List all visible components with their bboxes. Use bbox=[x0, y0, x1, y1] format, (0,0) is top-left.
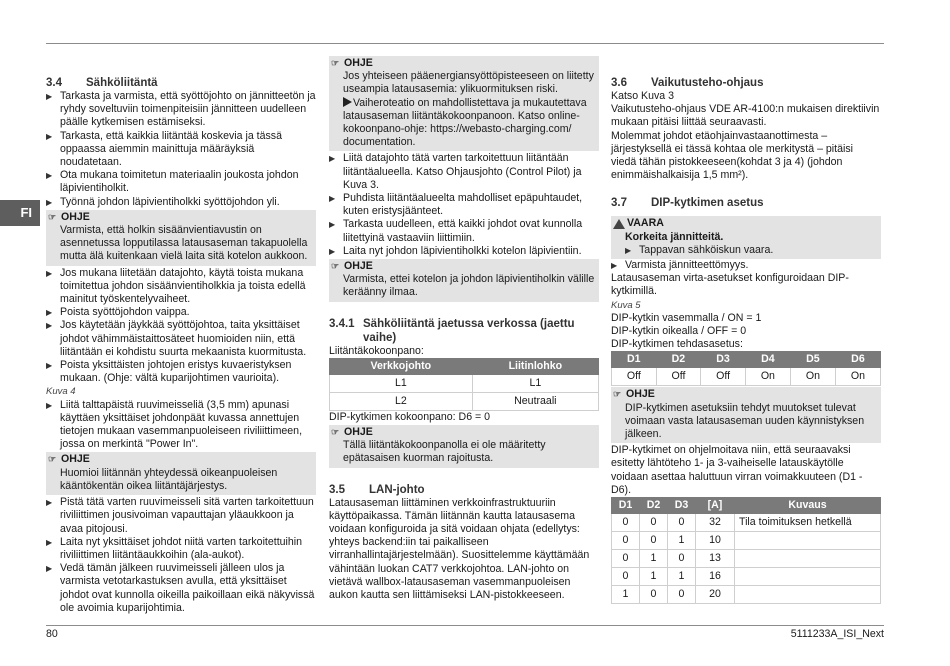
table-cell: 1 bbox=[639, 550, 667, 568]
table-row: L1 L1 bbox=[330, 374, 599, 392]
list-item: ▶ Puhdista liitäntäalueelta mahdolliset epäpuhtaudet, kuten eristysjäänteet. bbox=[329, 192, 599, 218]
bullet-list bbox=[625, 244, 877, 257]
section-heading-3-7: 3.7 DIP-kytkimen asetus bbox=[611, 197, 764, 210]
table-header: D6 bbox=[835, 352, 880, 368]
table-cell: 0 bbox=[612, 550, 640, 568]
table-cell: 0 bbox=[667, 586, 695, 604]
hand-pointer-icon: ☞ bbox=[331, 427, 340, 438]
table-cell: 0 bbox=[667, 550, 695, 568]
table-row bbox=[612, 550, 881, 568]
table-row bbox=[612, 586, 881, 604]
paragraph: Latausaseman virta-asetukset konfiguroidaan DIP-kytkimillä. bbox=[611, 272, 849, 298]
list-item: ▶ Varmista jännitteettömyys. bbox=[611, 259, 881, 272]
paragraph: Katso Kuva 3 bbox=[611, 90, 675, 102]
table-header: Verkkojohto bbox=[330, 358, 473, 374]
table-cell: 1 bbox=[639, 568, 667, 586]
hand-pointer-icon: ☞ bbox=[613, 389, 622, 400]
hand-pointer-icon: ☞ bbox=[48, 454, 57, 465]
list-item: ▶ Laita nyt johdon läpivientiholkki kotelon läpivientiin. bbox=[329, 245, 599, 258]
table-cell: On bbox=[745, 368, 790, 386]
table-cell bbox=[735, 586, 881, 604]
table-header: D1 bbox=[612, 498, 640, 514]
note-box: ☞ OHJE DIP-kytkimen asetuksiin tehdyt muutokset tulevat voimaan vasta latausaseman uuden käynnistyksen jälkeen. bbox=[611, 387, 881, 443]
paragraph: DIP-kytkin oikealla / OFF = 0 bbox=[611, 325, 747, 338]
hand-pointer-icon: ☞ bbox=[331, 261, 340, 272]
arrow-right-icon bbox=[343, 97, 352, 107]
list-item: ▶ Jos käytetään jäykkää syöttöjohtoa, taita yksittäiset johdot vähimmäistaittosäteet huomioiden niin, että liitäntään ei kohdistu suurta mekaanista kuormitusta. bbox=[46, 319, 316, 359]
list-item: ▶ Ota mukana toimitetun materiaalin joukosta johdon läpivientiholkit. bbox=[46, 169, 316, 195]
table-cell: 0 bbox=[639, 586, 667, 604]
section-heading-3-4-1: 3.4.1 Sähköliitäntä jaetussa verkossa (jaettu vaihe) bbox=[329, 317, 575, 344]
list-item: ▶ Pistä tätä varten ruuvimeisseli sitä varten tarkoitettuun riviliittimen jousivoiman vapauttajan yläaukkoon ja avaa pitojousi. bbox=[46, 496, 316, 536]
page-number: 80 bbox=[46, 628, 58, 640]
list-item: ▶ Poista syöttöjohdon vaippa. bbox=[46, 306, 316, 319]
list-item: ▶ Vedä tämän jälkeen ruuvimeisseli jälleen ulos ja varmista vetotarkastuksen avulla, että yksittäiset johdot ovat kunnolla oikeilla paikoillaan eikä näkyvissä ole avoimia kuparijohtimia. bbox=[46, 562, 316, 615]
connection-table bbox=[329, 358, 599, 411]
table-cell: 32 bbox=[695, 514, 734, 532]
table-cell bbox=[735, 568, 881, 586]
section-heading-3-6: 3.6 Vaikutusteho-ohjaus bbox=[611, 77, 764, 89]
table-cell: 10 bbox=[695, 532, 734, 550]
paragraph: DIP-kytkimen tehdasasetus: bbox=[611, 338, 743, 351]
table-cell: On bbox=[835, 368, 880, 386]
list-item: ▶ Työnnä johdon läpivientiholkki syöttöjohdon yli. bbox=[46, 196, 316, 209]
table-header: D3 bbox=[667, 498, 695, 514]
table-header: D5 bbox=[790, 352, 835, 368]
table-header: D3 bbox=[701, 352, 746, 368]
column-middle bbox=[329, 56, 599, 602]
note-box: ☞ OHJE Huomioi liitännän yhteydessä oikeanpuoleisen kääntökentän oikea liitäntäjärjestys. bbox=[46, 452, 316, 495]
table-cell: 1 bbox=[612, 586, 640, 604]
figure-caption: Kuva 5 bbox=[611, 299, 641, 311]
table-cell: Off bbox=[701, 368, 746, 386]
paragraph: DIP-kytkin vasemmalla / ON = 1 bbox=[611, 311, 762, 324]
list-item: ▶ Liitä datajohto tätä varten tarkoitettuun liitäntään liitäntäalueella. Katso Ohjausjohto (Control Pilot) ja Kuva 3. bbox=[329, 152, 599, 192]
list-item: ▶ Poista yksittäisten johtojen eristys kuvaeristyksen mukaan. (Ohje: vältä kuparijohtimen vaurioita). bbox=[46, 359, 316, 385]
bottom-rule bbox=[46, 625, 884, 626]
table-cell: 0 bbox=[612, 568, 640, 586]
list-item: ▶ Liitä talttapäistä ruuvimeisseliä (3,5 mm) apunasi käyttäen yksittäiset johdonpäät kuvassa annettujen tietojen mukaan vasemmanpuoleiseen riviliittimeen, jossa on merkintä "Power In". bbox=[46, 399, 316, 452]
table-cell bbox=[735, 532, 881, 550]
table-cell: 0 bbox=[612, 514, 640, 532]
lan-text: Latausaseman liittäminen verkkoinfrastruktuuriin käyttöpaikassa. Tämän liitännän kautta latausasema voidaan konfiguroida ja sitä voidaan ohjata (edellytys: yhteys backend:iin tai paikalliseen virranhallintajärjestelmään). Suosittelemme käyttämään vähintään luokan CAT7 verkkojohtoa. LAN-johto on vietävä wallbox-latausaseman vasemmanpuoleisen aukon kautta sen liittämiseksi LAN-pistokkeeseen. bbox=[329, 496, 590, 602]
paragraph: Molemmat johdot etäohjainvastaanottimesta – järjestyksellä ei tässä kohtaa ole merkitystä – pitäisi viedä tähän pistokkeeseen(kohdat 3 ja 4) (johdon enimmäishalkaisija 1,5 mm²). bbox=[611, 129, 853, 182]
hand-pointer-icon: ☞ bbox=[331, 58, 340, 68]
table-cell: 20 bbox=[695, 586, 734, 604]
list-item: ▶ Tarkasta ja varmista, että syöttöjohto on jännitteetön ja ryhdy soveltuviin toimenpiteisiin jännitteen uudelleen päälle kytkemisen estämiseksi. bbox=[46, 90, 316, 130]
table-cell: Off bbox=[656, 368, 701, 386]
table-header: Kuvaus bbox=[735, 498, 881, 514]
list-item: ▶ Tarkasta, että kaikkia liitäntää koskevia ja tässä oppaassa aiemmin mainittuja määräyksiä noudatetaan. bbox=[46, 130, 316, 170]
table-row bbox=[612, 532, 881, 550]
table-cell: Tila toimituksen hetkellä bbox=[735, 514, 881, 532]
list-item: ▶ Tarkasta uudelleen, että kaikki johdot ovat kunnolla liitettyinä vastaaviin liittimiin. bbox=[329, 218, 599, 244]
intro-text: Liitäntäkokoonpano: bbox=[329, 344, 424, 357]
note-box: ☞ OHJE Jos yhteiseen pääenergiansyöttöpisteeseen on liitetty useampia latausasemia: ylikuormituksen riski. Vaiheroteatio on mahdollistettava ja mukautettava latausaseman liitäntäkokoonpanoon. Katso online-kokoonpano-ohje: https://webasto-charging.com/ documentation. bbox=[329, 56, 599, 151]
section-heading-3-4: 3.4 Sähköliitäntä bbox=[46, 77, 158, 89]
section-heading-3-5: 3.5 LAN-johto bbox=[329, 483, 425, 496]
figure-caption: Kuva 4 bbox=[46, 386, 76, 398]
table-cell: 0 bbox=[612, 532, 640, 550]
table-row: L2 Neutraali bbox=[330, 392, 599, 410]
note-box: ☞ OHJE Varmista, että holkin sisäänvientiavustin on asennetussa lopputilassa latausaseman takapuolella mutta älä kuitenkaan vielä laita sitä kotelon aukkoon. bbox=[46, 210, 316, 266]
table-cell: 0 bbox=[667, 514, 695, 532]
top-rule bbox=[46, 43, 884, 44]
list-item: ▶ Laita nyt yksittäiset johdot niitä varten tarkoitettuihin riviliittimen liitäntäaukkoihin (ala-aukot). bbox=[46, 536, 316, 562]
bullet-list bbox=[46, 496, 316, 615]
list-item: ▶ Jos mukana liitetään datajohto, käytä toista mukana toimitettua johdon sisäänvientiholkkia ja toista edellä mainitut työskentelyvaiheet. bbox=[46, 267, 316, 307]
table-cell: On bbox=[790, 368, 835, 386]
table-header: D2 bbox=[639, 498, 667, 514]
table-cell: 1 bbox=[667, 532, 695, 550]
table-row bbox=[612, 514, 881, 532]
bullet-list bbox=[46, 267, 316, 386]
table-header: [A] bbox=[695, 498, 734, 514]
bullet-list bbox=[611, 259, 881, 272]
note-box: ☞ OHJE Tällä liitäntäkokoonpanolla ei ole määritetty epätasaisen kuorman rajoitusta. bbox=[329, 425, 599, 468]
table-header: Liitinlohko bbox=[472, 358, 598, 374]
table-cell: 1 bbox=[667, 568, 695, 586]
paragraph: Vaikutusteho-ohjaus VDE AR-4100:n mukaisen direktiivin mukaan pitäisi liittää seuraavasti. bbox=[611, 103, 880, 129]
document-id: 5111233A_ISI_Next bbox=[790, 628, 884, 640]
table-cell: 13 bbox=[695, 550, 734, 568]
hand-pointer-icon: ☞ bbox=[48, 211, 57, 222]
paragraph: DIP-kytkimet on ohjelmoitava niin, että seuraavaksi esitetty lähtöteho 1- ja 3-vaiheiselle latauskäytölle voidaan asettaa haluttuun virran voimakkuuteen (D1 - D6). bbox=[611, 444, 863, 496]
table-cell: 0 bbox=[639, 532, 667, 550]
table-header: D2 bbox=[656, 352, 701, 368]
power-settings-table bbox=[611, 497, 881, 604]
table-cell: 0 bbox=[639, 514, 667, 532]
dip-config-line: DIP-kytkimen kokoonpano: D6 = 0 bbox=[329, 410, 491, 423]
table-header: D1 bbox=[612, 352, 657, 368]
bullet-list bbox=[46, 90, 316, 209]
table-row bbox=[612, 368, 881, 386]
column-right bbox=[611, 56, 881, 604]
bullet-list bbox=[46, 399, 316, 452]
table-cell bbox=[735, 550, 881, 568]
table-cell: 16 bbox=[695, 568, 734, 586]
table-cell: Off bbox=[612, 368, 657, 386]
factory-settings-table bbox=[611, 351, 881, 386]
note-box: ☞ OHJE Varmista, ettei kotelon ja johdon läpivientiholkin välille keräänny ilmaa. bbox=[329, 259, 599, 302]
list-item: ▶ Tappavan sähköiskun vaara. bbox=[625, 244, 877, 257]
language-tab: FI bbox=[0, 200, 40, 226]
bullet-list bbox=[329, 152, 599, 258]
table-header: D4 bbox=[745, 352, 790, 368]
table-row bbox=[612, 568, 881, 586]
warning-box: VAARA Korkeita jännitteitä. ▶ Tappavan sähköiskun vaara. bbox=[611, 216, 881, 259]
column-left bbox=[46, 56, 316, 615]
warning-icon bbox=[613, 219, 625, 229]
